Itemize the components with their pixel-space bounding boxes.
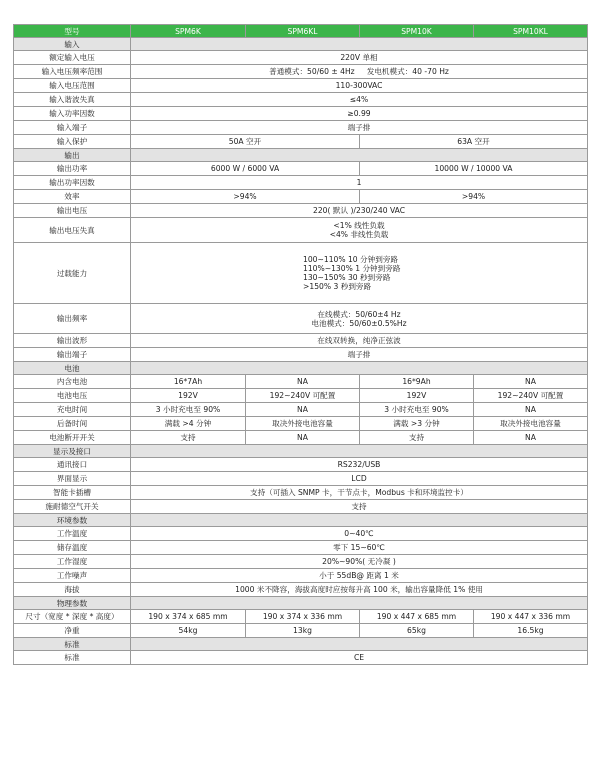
row-label: 输出功率 (14, 162, 131, 176)
row-value-6k: >94% (131, 190, 360, 204)
row-value-6k: 6000 W / 6000 VA (131, 162, 360, 176)
table-row (14, 334, 588, 348)
cell-spm6kl: 190 x 374 x 336 mm (246, 610, 360, 624)
table-row (14, 417, 588, 431)
row-label: 标准 (14, 651, 131, 665)
table-row (14, 610, 588, 624)
cell-spm6kl: 192~240V 可配置 (246, 389, 360, 403)
table-row (14, 431, 588, 445)
table-row (14, 486, 588, 500)
row-value: 支持（可插入 SNMP 卡，干节点卡，Modbus 卡和环境监控卡） (131, 486, 588, 500)
section-title: 电池 (14, 362, 131, 375)
row-label: 海拔 (14, 583, 131, 597)
cell-spm10k: 支持 (360, 431, 474, 445)
cell-spm10k: 3 小时充电至 90% (360, 403, 474, 417)
cell-spm10kl: NA (474, 403, 588, 417)
row-label: 电池断开开关 (14, 431, 131, 445)
table-row (14, 121, 588, 135)
cell-spm6k: 190 x 374 x 685 mm (131, 610, 246, 624)
table-row (14, 458, 588, 472)
cell-spm6kl: 取决外接电池容量 (246, 417, 360, 431)
table-row (14, 348, 588, 362)
value-line: 110%~130% 1 分钟到旁路 (303, 264, 401, 273)
cell-spm10kl: 192~240V 可配置 (474, 389, 588, 403)
table-row (14, 375, 588, 389)
row-label: 输入电压频率范围 (14, 65, 131, 79)
header-row (14, 25, 588, 38)
section-input (14, 38, 588, 51)
cell-spm6k: 16*7Ah (131, 375, 246, 389)
table-row (14, 51, 588, 65)
table-row (14, 204, 588, 218)
row-label: 内含电池 (14, 375, 131, 389)
table-row (14, 527, 588, 541)
cell-spm6kl: NA (246, 431, 360, 445)
row-label: 施耐德空气开关 (14, 500, 131, 514)
table-row (14, 79, 588, 93)
row-value: 20%~90%( 无冷凝 ) (131, 555, 588, 569)
table-row (14, 65, 588, 79)
row-label: 输出电压失真 (14, 218, 131, 243)
cell-spm10kl: NA (474, 375, 588, 389)
table-row (14, 243, 588, 304)
table-row (14, 403, 588, 417)
cell-spm10kl: 190 x 447 x 336 mm (474, 610, 588, 624)
row-label: 工作温度 (14, 527, 131, 541)
cell-spm6k: 支持 (131, 431, 246, 445)
cell-spm10k: 192V (360, 389, 474, 403)
row-label: 输入端子 (14, 121, 131, 135)
row-value: RS232/USB (131, 458, 588, 472)
table-row (14, 107, 588, 121)
row-value-6k: 50A 空开 (131, 135, 360, 149)
row-value: 0~40℃ (131, 527, 588, 541)
spec-sheet (13, 24, 587, 665)
table-row (14, 583, 588, 597)
row-value (131, 218, 588, 243)
row-value (131, 304, 588, 334)
row-value-10k: 10000 W / 10000 VA (360, 162, 588, 176)
row-label: 输入电压范围 (14, 79, 131, 93)
row-label: 后备时间 (14, 417, 131, 431)
row-label: 尺寸（宽度 * 深度 * 高度） (14, 610, 131, 624)
row-value: 110-300VAC (131, 79, 588, 93)
cell-spm6kl: 13kg (246, 624, 360, 638)
header-model-spm6k: SPM6K (131, 25, 246, 38)
row-label: 输入功率因数 (14, 107, 131, 121)
section-output (14, 149, 588, 162)
header-model-label: 型号 (14, 25, 131, 38)
table-row (14, 135, 588, 149)
section-title: 物理参数 (14, 597, 131, 610)
row-label: 输出端子 (14, 348, 131, 362)
section-title: 环境参数 (14, 514, 131, 527)
section-title: 标准 (14, 638, 131, 651)
row-value: 普通模式：50/60 ± 4Hz 发电机模式：40 -70 Hz (131, 65, 588, 79)
cell-spm10k: 满载 >3 分钟 (360, 417, 474, 431)
row-label: 效率 (14, 190, 131, 204)
row-value: 端子排 (131, 348, 588, 362)
table-row (14, 651, 588, 665)
section-title: 输出 (14, 149, 131, 162)
row-value-10k: >94% (360, 190, 588, 204)
row-label: 工作噪声 (14, 569, 131, 583)
row-label: 净重 (14, 624, 131, 638)
row-label: 输出频率 (14, 304, 131, 334)
table-row (14, 162, 588, 176)
table-row (14, 624, 588, 638)
cell-spm6kl: NA (246, 375, 360, 389)
section-battery (14, 362, 588, 375)
table-row (14, 472, 588, 486)
cell-spm10kl: NA (474, 431, 588, 445)
row-value: LCD (131, 472, 588, 486)
row-label: 工作湿度 (14, 555, 131, 569)
cell-spm6k: 192V (131, 389, 246, 403)
row-label: 智能卡插槽 (14, 486, 131, 500)
section-environment (14, 514, 588, 527)
cell-spm10k: 65kg (360, 624, 474, 638)
table-row (14, 190, 588, 204)
row-value: 1 (131, 176, 588, 190)
row-label: 额定输入电压 (14, 51, 131, 65)
row-value: 220( 默认 )/230/240 VAC (131, 204, 588, 218)
table-row (14, 569, 588, 583)
table-row (14, 93, 588, 107)
cell-spm10kl: 16.5kg (474, 624, 588, 638)
section-standard (14, 638, 588, 651)
section-title: 输入 (14, 38, 131, 51)
section-display (14, 445, 588, 458)
value-line: 130~150% 30 秒到旁路 (303, 273, 391, 282)
table-row (14, 218, 588, 243)
row-value: ≥0.99 (131, 107, 588, 121)
value-line: >150% 3 秒到旁路 (303, 282, 372, 291)
spec-table (13, 24, 588, 665)
value-line: 100~110% 10 分钟到旁路 (303, 255, 399, 264)
table-row (14, 304, 588, 334)
cell-spm6kl: NA (246, 403, 360, 417)
value-line: <4% 非线性负载 (329, 230, 389, 239)
section-title: 显示及接口 (14, 445, 131, 458)
row-label: 输出波形 (14, 334, 131, 348)
row-value: CE (131, 651, 588, 665)
row-value: 小于 55dB@ 距离 1 米 (131, 569, 588, 583)
table-row (14, 389, 588, 403)
row-label: 通讯接口 (14, 458, 131, 472)
row-value: 1000 米不降容，海拔高度时应按每升高 100 米，输出容量降低 1% 使用 (131, 583, 588, 597)
row-value: 零下 15~60℃ (131, 541, 588, 555)
value-line: 在线模式：50/60±4 Hz (317, 309, 401, 319)
header-model-spm10kl: SPM10KL (474, 25, 588, 38)
row-value: 220V 单相 (131, 51, 588, 65)
cell-spm10k: 190 x 447 x 685 mm (360, 610, 474, 624)
row-label: 过载能力 (14, 243, 131, 304)
table-row (14, 176, 588, 190)
cell-spm10k: 16*9Ah (360, 375, 474, 389)
row-label: 输入保护 (14, 135, 131, 149)
cell-spm6k: 54kg (131, 624, 246, 638)
row-label: 储存温度 (14, 541, 131, 555)
row-value-10k: 63A 空开 (360, 135, 588, 149)
row-value (131, 243, 588, 304)
row-label: 充电时间 (14, 403, 131, 417)
row-value: ≤4% (131, 93, 588, 107)
table-row (14, 541, 588, 555)
row-label: 输出功率因数 (14, 176, 131, 190)
section-physical (14, 597, 588, 610)
row-label: 界面显示 (14, 472, 131, 486)
row-value: 在线双转换，纯净正弦波 (131, 334, 588, 348)
header-model-spm6kl: SPM6KL (246, 25, 360, 38)
row-value: 支持 (131, 500, 588, 514)
cell-spm6k: 满载 >4 分钟 (131, 417, 246, 431)
cell-spm10kl: 取决外接电池容量 (474, 417, 588, 431)
row-label: 电池电压 (14, 389, 131, 403)
table-row (14, 555, 588, 569)
value-line: 电池模式：50/60±0.5%Hz (311, 318, 407, 328)
row-label: 输出电压 (14, 204, 131, 218)
cell-spm6k: 3 小时充电至 90% (131, 403, 246, 417)
table-row (14, 500, 588, 514)
row-label: 输入谐波失真 (14, 93, 131, 107)
value-line: <1% 线性负载 (333, 221, 385, 230)
header-model-spm10k: SPM10K (360, 25, 474, 38)
row-value: 端子排 (131, 121, 588, 135)
